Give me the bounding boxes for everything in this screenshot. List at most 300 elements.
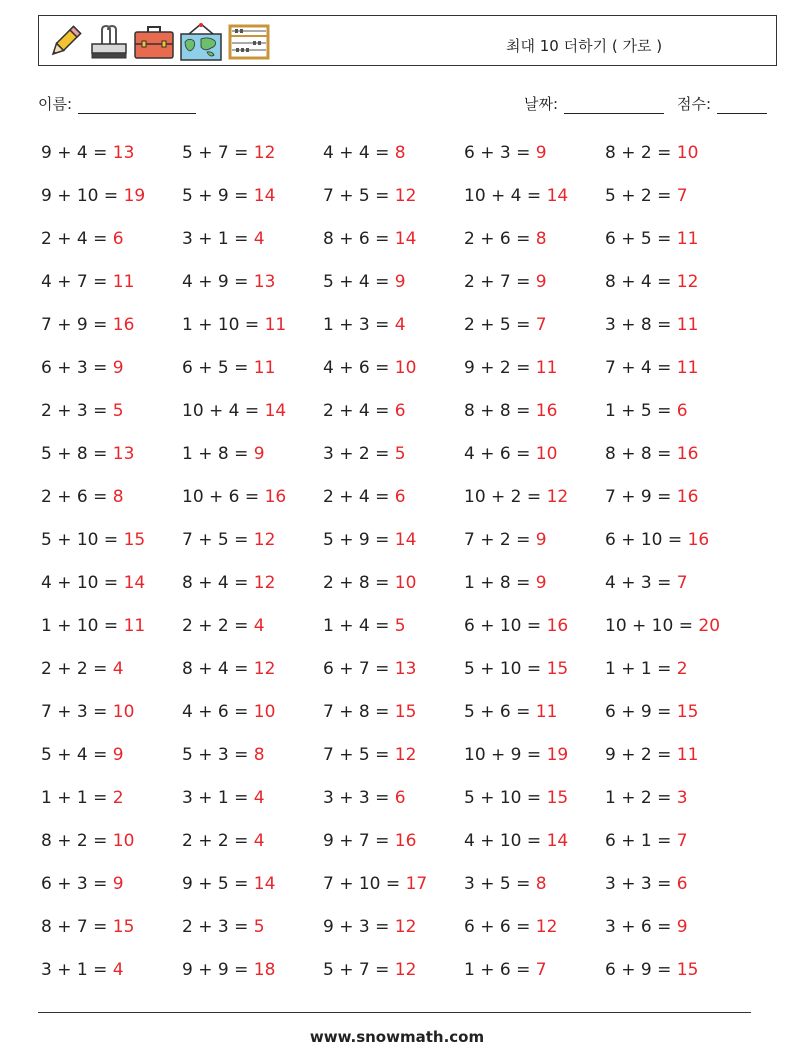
problem-answer: 7 bbox=[535, 315, 547, 335]
problem-question: 6 + 10 = bbox=[464, 616, 547, 636]
problem-item bbox=[41, 358, 124, 378]
problem-answer: 14 bbox=[253, 186, 276, 206]
problem-question: 7 + 5 = bbox=[323, 186, 395, 206]
problem-item bbox=[41, 960, 124, 980]
problem-answer: 16 bbox=[112, 315, 135, 335]
problem-answer: 12 bbox=[394, 917, 417, 937]
problem-question: 6 + 3 = bbox=[41, 874, 113, 894]
problem-answer: 15 bbox=[676, 702, 699, 722]
date-label: 날짜: bbox=[524, 95, 559, 113]
problem-answer: 10 bbox=[535, 444, 558, 464]
problem-answer: 12 bbox=[253, 573, 276, 593]
problem-answer: 11 bbox=[535, 702, 558, 722]
problem-item bbox=[464, 358, 557, 378]
problem-question: 8 + 6 = bbox=[323, 229, 395, 249]
problem-answer: 4 bbox=[112, 659, 124, 679]
problem-question: 6 + 9 = bbox=[605, 960, 677, 980]
header-icons bbox=[45, 22, 271, 62]
problem-item bbox=[182, 358, 275, 378]
problem-question: 1 + 1 = bbox=[605, 659, 677, 679]
problem-question: 4 + 9 = bbox=[182, 272, 254, 292]
problem-question: 4 + 10 = bbox=[464, 831, 547, 851]
problem-question: 4 + 6 = bbox=[323, 358, 395, 378]
problem-item bbox=[323, 831, 416, 851]
problem-item bbox=[605, 229, 698, 249]
problem-item bbox=[605, 315, 698, 335]
problem-answer: 9 bbox=[535, 143, 547, 163]
problem-answer: 4 bbox=[112, 960, 124, 980]
problem-answer: 10 bbox=[394, 358, 417, 378]
binder-clip-icon bbox=[89, 22, 129, 62]
problem-question: 5 + 2 = bbox=[605, 186, 677, 206]
problem-answer: 16 bbox=[687, 530, 710, 550]
problem-question: 5 + 4 = bbox=[41, 745, 113, 765]
problem-answer: 11 bbox=[253, 358, 276, 378]
problem-answer: 11 bbox=[676, 358, 699, 378]
problem-question: 6 + 9 = bbox=[605, 702, 677, 722]
problem-question: 5 + 7 = bbox=[182, 143, 254, 163]
problem-item bbox=[182, 530, 275, 550]
problem-item bbox=[323, 186, 416, 206]
problem-answer: 9 bbox=[535, 573, 547, 593]
problem-item bbox=[41, 874, 124, 894]
problem-question: 1 + 2 = bbox=[605, 788, 677, 808]
problem-question: 6 + 6 = bbox=[464, 917, 536, 937]
problem-question: 2 + 4 = bbox=[323, 487, 395, 507]
problem-question: 2 + 7 = bbox=[464, 272, 536, 292]
problem-question: 6 + 3 = bbox=[464, 143, 536, 163]
date-blank bbox=[564, 97, 664, 114]
problem-item bbox=[323, 960, 416, 980]
problem-answer: 14 bbox=[546, 186, 569, 206]
date-field bbox=[524, 93, 664, 114]
problem-item bbox=[464, 960, 547, 980]
problem-answer: 6 bbox=[394, 401, 406, 421]
problem-answer: 15 bbox=[676, 960, 699, 980]
problem-question: 2 + 8 = bbox=[323, 573, 395, 593]
problem-question: 4 + 7 = bbox=[41, 272, 113, 292]
problem-question: 3 + 1 = bbox=[182, 229, 254, 249]
problem-item bbox=[182, 186, 275, 206]
problem-item bbox=[182, 788, 265, 808]
problem-item bbox=[182, 444, 265, 464]
problem-item bbox=[464, 573, 547, 593]
problem-item bbox=[323, 616, 406, 636]
problem-item bbox=[41, 573, 145, 593]
problem-answer: 8 bbox=[394, 143, 406, 163]
problem-item bbox=[182, 229, 265, 249]
problem-answer: 6 bbox=[394, 788, 406, 808]
problem-answer: 15 bbox=[112, 917, 135, 937]
problem-item bbox=[464, 659, 568, 679]
problem-item bbox=[41, 186, 145, 206]
problem-answer: 16 bbox=[264, 487, 287, 507]
problem-question: 1 + 4 = bbox=[323, 616, 395, 636]
problem-answer: 14 bbox=[264, 401, 287, 421]
problem-question: 5 + 9 = bbox=[182, 186, 254, 206]
problem-item bbox=[605, 401, 688, 421]
problem-answer: 15 bbox=[123, 530, 146, 550]
problem-question: 3 + 6 = bbox=[605, 917, 677, 937]
problem-question: 6 + 7 = bbox=[323, 659, 395, 679]
problem-answer: 4 bbox=[253, 616, 265, 636]
problem-answer: 2 bbox=[112, 788, 124, 808]
problem-item bbox=[323, 143, 406, 163]
problem-question: 10 + 2 = bbox=[464, 487, 547, 507]
problem-answer: 5 bbox=[394, 444, 406, 464]
problem-question: 7 + 4 = bbox=[605, 358, 677, 378]
problem-question: 10 + 6 = bbox=[182, 487, 265, 507]
problem-answer: 16 bbox=[676, 487, 699, 507]
problem-question: 9 + 3 = bbox=[323, 917, 395, 937]
problem-question: 10 + 4 = bbox=[182, 401, 265, 421]
problem-question: 1 + 6 = bbox=[464, 960, 536, 980]
score-label: 점수: bbox=[677, 95, 712, 113]
problem-question: 7 + 3 = bbox=[41, 702, 113, 722]
problem-question: 1 + 3 = bbox=[323, 315, 395, 335]
problem-answer: 17 bbox=[405, 874, 428, 894]
problem-answer: 7 bbox=[676, 573, 688, 593]
problem-item bbox=[323, 358, 416, 378]
problem-question: 6 + 3 = bbox=[41, 358, 113, 378]
problem-item bbox=[464, 272, 547, 292]
problem-answer: 16 bbox=[535, 401, 558, 421]
problem-question: 7 + 9 = bbox=[605, 487, 677, 507]
problem-question: 2 + 6 = bbox=[464, 229, 536, 249]
problem-item bbox=[605, 745, 698, 765]
problem-item bbox=[464, 315, 547, 335]
problem-item bbox=[182, 487, 286, 507]
name-field bbox=[38, 93, 196, 114]
problem-answer: 11 bbox=[123, 616, 146, 636]
problem-answer: 12 bbox=[253, 530, 276, 550]
problem-answer: 10 bbox=[112, 702, 135, 722]
problem-item bbox=[605, 874, 688, 894]
problem-item bbox=[41, 788, 124, 808]
problem-item bbox=[464, 874, 547, 894]
problem-answer: 20 bbox=[698, 616, 721, 636]
problem-answer: 9 bbox=[535, 530, 547, 550]
problem-item bbox=[605, 530, 709, 550]
problem-answer: 12 bbox=[394, 745, 417, 765]
problem-question: 6 + 10 = bbox=[605, 530, 688, 550]
problem-question: 1 + 10 = bbox=[41, 616, 124, 636]
problem-item bbox=[323, 917, 416, 937]
problem-answer: 10 bbox=[394, 573, 417, 593]
problem-item bbox=[605, 358, 698, 378]
problem-answer: 16 bbox=[676, 444, 699, 464]
problem-question: 5 + 3 = bbox=[182, 745, 254, 765]
problem-item bbox=[182, 831, 265, 851]
problem-question: 6 + 5 = bbox=[605, 229, 677, 249]
problem-item bbox=[464, 917, 557, 937]
name-blank bbox=[78, 97, 196, 114]
problem-question: 8 + 2 = bbox=[41, 831, 113, 851]
problem-item bbox=[41, 530, 145, 550]
problem-answer: 8 bbox=[253, 745, 265, 765]
problem-question: 10 + 4 = bbox=[464, 186, 547, 206]
worksheet-title: 최대 10 더하기 ( 가로 ) bbox=[506, 37, 663, 55]
problem-item bbox=[605, 487, 698, 507]
problem-answer: 9 bbox=[253, 444, 265, 464]
problem-item bbox=[182, 143, 275, 163]
problem-item bbox=[323, 530, 416, 550]
problem-item bbox=[323, 487, 406, 507]
problem-answer: 12 bbox=[535, 917, 558, 937]
problem-item bbox=[464, 143, 547, 163]
problem-answer: 7 bbox=[676, 186, 688, 206]
problem-answer: 10 bbox=[676, 143, 699, 163]
problem-question: 2 + 6 = bbox=[41, 487, 113, 507]
problem-question: 3 + 3 = bbox=[605, 874, 677, 894]
problem-answer: 4 bbox=[253, 831, 265, 851]
problem-item bbox=[41, 315, 134, 335]
problem-answer: 8 bbox=[112, 487, 124, 507]
problem-answer: 9 bbox=[535, 272, 547, 292]
problem-question: 3 + 1 = bbox=[41, 960, 113, 980]
problem-item bbox=[464, 702, 557, 722]
problem-item bbox=[464, 788, 568, 808]
problem-question: 9 + 2 = bbox=[605, 745, 677, 765]
score-blank bbox=[717, 97, 767, 114]
problem-question: 2 + 2 = bbox=[41, 659, 113, 679]
problem-item bbox=[41, 745, 124, 765]
problem-question: 6 + 1 = bbox=[605, 831, 677, 851]
problem-answer: 2 bbox=[676, 659, 688, 679]
worksheet-header bbox=[38, 15, 777, 66]
problem-answer: 10 bbox=[112, 831, 135, 851]
problem-item bbox=[41, 702, 134, 722]
footer-divider bbox=[38, 1012, 751, 1013]
problem-item bbox=[323, 659, 416, 679]
problem-answer: 12 bbox=[394, 960, 417, 980]
problem-question: 2 + 5 = bbox=[464, 315, 536, 335]
problem-answer: 15 bbox=[546, 788, 569, 808]
problem-item bbox=[464, 487, 568, 507]
problem-answer: 9 bbox=[112, 874, 124, 894]
problem-question: 8 + 4 = bbox=[182, 659, 254, 679]
problem-answer: 7 bbox=[535, 960, 547, 980]
problem-answer: 5 bbox=[394, 616, 406, 636]
problem-answer: 19 bbox=[546, 745, 569, 765]
problem-answer: 8 bbox=[535, 229, 547, 249]
problem-item bbox=[605, 186, 688, 206]
problem-item bbox=[323, 401, 406, 421]
problem-item bbox=[41, 659, 124, 679]
problem-item bbox=[605, 917, 688, 937]
problem-item bbox=[182, 960, 275, 980]
problem-item bbox=[323, 444, 406, 464]
problem-question: 1 + 10 = bbox=[182, 315, 265, 335]
problem-answer: 9 bbox=[676, 917, 688, 937]
problem-question: 4 + 6 = bbox=[464, 444, 536, 464]
problem-item bbox=[182, 315, 286, 335]
problem-item bbox=[41, 143, 134, 163]
problem-question: 4 + 3 = bbox=[605, 573, 677, 593]
problem-item bbox=[323, 702, 416, 722]
problem-question: 2 + 3 = bbox=[182, 917, 254, 937]
problem-item bbox=[605, 702, 698, 722]
problem-question: 7 + 10 = bbox=[323, 874, 406, 894]
problem-answer: 16 bbox=[546, 616, 569, 636]
problem-answer: 14 bbox=[546, 831, 569, 851]
problem-question: 9 + 2 = bbox=[464, 358, 536, 378]
problem-question: 4 + 6 = bbox=[182, 702, 254, 722]
problem-question: 1 + 8 = bbox=[464, 573, 536, 593]
problem-item bbox=[464, 401, 557, 421]
problem-answer: 12 bbox=[546, 487, 569, 507]
problem-question: 2 + 2 = bbox=[182, 616, 254, 636]
problem-answer: 14 bbox=[253, 874, 276, 894]
problem-answer: 9 bbox=[112, 358, 124, 378]
problem-question: 2 + 4 = bbox=[323, 401, 395, 421]
problem-item bbox=[41, 401, 124, 421]
problem-item bbox=[41, 444, 134, 464]
pencil-icon bbox=[45, 22, 85, 62]
map-board-icon bbox=[179, 22, 223, 62]
problem-item bbox=[464, 616, 568, 636]
problem-item bbox=[323, 573, 416, 593]
problem-answer: 13 bbox=[112, 143, 135, 163]
problem-answer: 11 bbox=[264, 315, 287, 335]
problem-item bbox=[182, 745, 265, 765]
problem-question: 3 + 3 = bbox=[323, 788, 395, 808]
problem-item bbox=[41, 616, 145, 636]
problem-question: 7 + 9 = bbox=[41, 315, 113, 335]
problem-answer: 6 bbox=[112, 229, 124, 249]
problem-answer: 15 bbox=[394, 702, 417, 722]
problem-answer: 10 bbox=[253, 702, 276, 722]
problem-question: 10 + 10 = bbox=[605, 616, 699, 636]
problem-question: 7 + 5 = bbox=[323, 745, 395, 765]
problem-item bbox=[464, 186, 568, 206]
problem-question: 5 + 6 = bbox=[464, 702, 536, 722]
problem-item bbox=[41, 229, 124, 249]
problem-item bbox=[323, 315, 406, 335]
problem-item bbox=[605, 659, 688, 679]
problem-question: 9 + 5 = bbox=[182, 874, 254, 894]
problem-question: 7 + 5 = bbox=[182, 530, 254, 550]
problem-item bbox=[182, 874, 275, 894]
problem-item bbox=[41, 272, 134, 292]
problem-question: 3 + 8 = bbox=[605, 315, 677, 335]
problem-answer: 6 bbox=[676, 874, 688, 894]
problem-question: 9 + 9 = bbox=[182, 960, 254, 980]
problem-item bbox=[605, 143, 698, 163]
problem-question: 1 + 8 = bbox=[182, 444, 254, 464]
problem-item bbox=[41, 487, 124, 507]
problem-answer: 13 bbox=[112, 444, 135, 464]
problem-item bbox=[464, 444, 557, 464]
problem-question: 1 + 1 = bbox=[41, 788, 113, 808]
problem-answer: 9 bbox=[394, 272, 406, 292]
score-field bbox=[677, 93, 767, 114]
problem-answer: 6 bbox=[394, 487, 406, 507]
problem-answer: 14 bbox=[394, 530, 417, 550]
problem-item bbox=[323, 874, 427, 894]
problem-question: 4 + 4 = bbox=[323, 143, 395, 163]
problem-question: 3 + 5 = bbox=[464, 874, 536, 894]
problem-item bbox=[605, 960, 698, 980]
problem-item bbox=[464, 530, 547, 550]
problem-answer: 12 bbox=[676, 272, 699, 292]
problem-answer: 11 bbox=[676, 229, 699, 249]
problem-item bbox=[605, 272, 698, 292]
problem-answer: 4 bbox=[253, 229, 265, 249]
problem-answer: 19 bbox=[123, 186, 146, 206]
problem-question: 9 + 4 = bbox=[41, 143, 113, 163]
problem-answer: 11 bbox=[112, 272, 135, 292]
problem-answer: 5 bbox=[112, 401, 124, 421]
problem-question: 8 + 4 = bbox=[605, 272, 677, 292]
problem-question: 8 + 7 = bbox=[41, 917, 113, 937]
briefcase-icon bbox=[133, 22, 175, 62]
problem-question: 10 + 9 = bbox=[464, 745, 547, 765]
problem-item bbox=[182, 401, 286, 421]
problem-item bbox=[464, 229, 547, 249]
problem-question: 1 + 5 = bbox=[605, 401, 677, 421]
problem-item bbox=[182, 702, 275, 722]
problem-answer: 5 bbox=[253, 917, 265, 937]
problem-answer: 13 bbox=[394, 659, 417, 679]
problem-item bbox=[605, 573, 688, 593]
problem-question: 8 + 2 = bbox=[605, 143, 677, 163]
problem-question: 9 + 10 = bbox=[41, 186, 124, 206]
problem-answer: 6 bbox=[676, 401, 688, 421]
problem-question: 7 + 2 = bbox=[464, 530, 536, 550]
abacus-icon bbox=[227, 22, 271, 62]
problem-question: 5 + 10 = bbox=[464, 659, 547, 679]
problem-answer: 11 bbox=[535, 358, 558, 378]
problem-question: 2 + 3 = bbox=[41, 401, 113, 421]
problem-answer: 14 bbox=[394, 229, 417, 249]
problem-answer: 7 bbox=[676, 831, 688, 851]
problem-answer: 18 bbox=[253, 960, 276, 980]
problem-question: 8 + 4 = bbox=[182, 573, 254, 593]
problem-item bbox=[323, 229, 416, 249]
problem-item bbox=[323, 272, 406, 292]
problem-answer: 8 bbox=[535, 874, 547, 894]
problem-item bbox=[182, 272, 275, 292]
problem-item bbox=[323, 745, 416, 765]
problem-item bbox=[605, 788, 688, 808]
problem-item bbox=[323, 788, 406, 808]
problem-answer: 12 bbox=[253, 143, 276, 163]
problem-answer: 4 bbox=[394, 315, 406, 335]
problem-answer: 12 bbox=[253, 659, 276, 679]
problem-answer: 12 bbox=[394, 186, 417, 206]
problem-answer: 9 bbox=[112, 745, 124, 765]
problem-question: 5 + 7 = bbox=[323, 960, 395, 980]
problem-question: 7 + 8 = bbox=[323, 702, 395, 722]
website-footer: www.snowmath.com bbox=[309, 1028, 485, 1046]
problem-question: 2 + 2 = bbox=[182, 831, 254, 851]
problem-question: 5 + 10 = bbox=[41, 530, 124, 550]
problem-question: 5 + 8 = bbox=[41, 444, 113, 464]
problem-answer: 13 bbox=[253, 272, 276, 292]
problem-question: 4 + 10 = bbox=[41, 573, 124, 593]
problem-item bbox=[182, 573, 275, 593]
problem-item bbox=[605, 444, 698, 464]
problem-item bbox=[464, 831, 568, 851]
problem-question: 8 + 8 = bbox=[605, 444, 677, 464]
problem-item bbox=[464, 745, 568, 765]
problem-answer: 15 bbox=[546, 659, 569, 679]
problem-answer: 16 bbox=[394, 831, 417, 851]
problem-answer: 4 bbox=[253, 788, 265, 808]
problem-question: 5 + 9 = bbox=[323, 530, 395, 550]
problem-question: 8 + 8 = bbox=[464, 401, 536, 421]
